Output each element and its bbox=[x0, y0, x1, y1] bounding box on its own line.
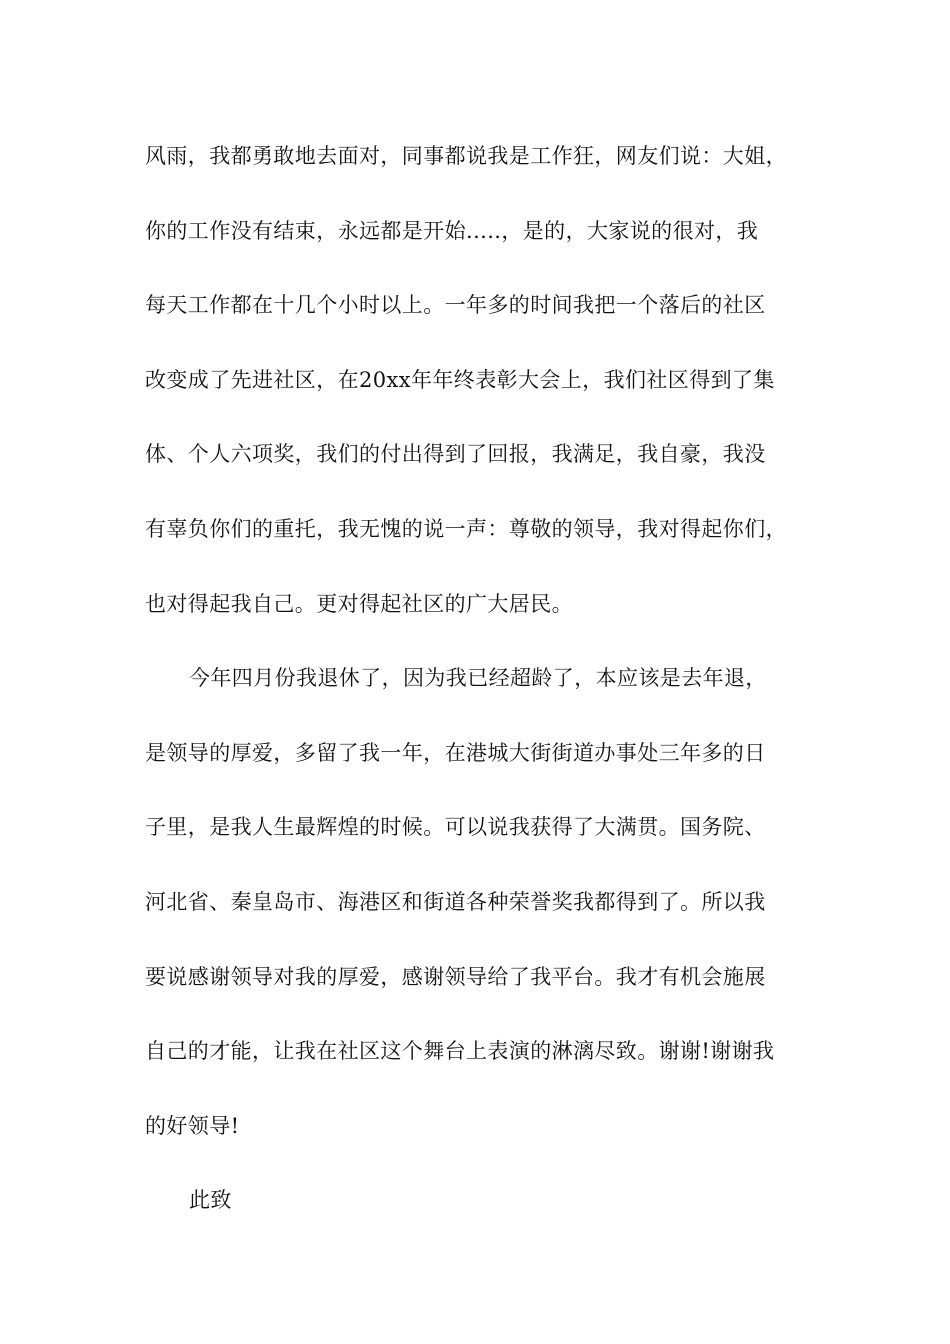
paragraph-line: 今年四月份我退休了，因为我已经超龄了，本应该是去年退， bbox=[189, 666, 767, 691]
paragraph-line: 你的工作没有结束，永远都是开始.....，是的，大家说的很对，我 bbox=[145, 218, 759, 243]
paragraph-line: 风雨，我都勇敢地去面对，同事都说我是工作狂，网友们说：大姐， bbox=[145, 144, 787, 168]
paragraph-2 bbox=[145, 656, 835, 1178]
paragraph-line: 体、个人六项奖，我们的付出得到了回报，我满足，我自豪，我没 bbox=[145, 442, 766, 467]
paragraph-line: 是领导的厚爱，多留了我一年，在港城大街街道办事处三年多的日 bbox=[145, 740, 766, 765]
paragraph-line: 子里，是我人生最辉煌的时候。可以说我获得了大满贯。国务院、 bbox=[145, 815, 766, 840]
document-body bbox=[145, 134, 835, 1253]
paragraph-line: 河北省、秦皇岛市、海港区和街道各种荣誉奖我都得到了。所以我 bbox=[145, 889, 766, 914]
paragraph-line: 要说感谢领导对我的厚爱，感谢领导给了我平台。我才有机会施展 bbox=[145, 964, 766, 989]
paragraph-1 bbox=[145, 134, 835, 656]
paragraph-line: 的好领导! bbox=[145, 1113, 240, 1138]
paragraph-line: 改变成了先进社区，在20xx年年终表彰大会上，我们社区得到了集 bbox=[145, 367, 775, 392]
paragraph-line: 也对得起我自己。更对得起社区的广大居民。 bbox=[145, 591, 573, 616]
paragraph-line: 有辜负你们的重托，我无愧的说一声：尊敬的领导，我对得起你们， bbox=[145, 516, 787, 541]
paragraph-line: 每天工作都在十几个小时以上。一年多的时间我把一个落后的社区 bbox=[145, 293, 766, 318]
paragraph-line: 自己的才能，让我在社区这个舞台上表演的淋漓尽致。谢谢!谢谢我 bbox=[145, 1039, 775, 1064]
closing-salutation: 此致 bbox=[189, 1188, 232, 1213]
